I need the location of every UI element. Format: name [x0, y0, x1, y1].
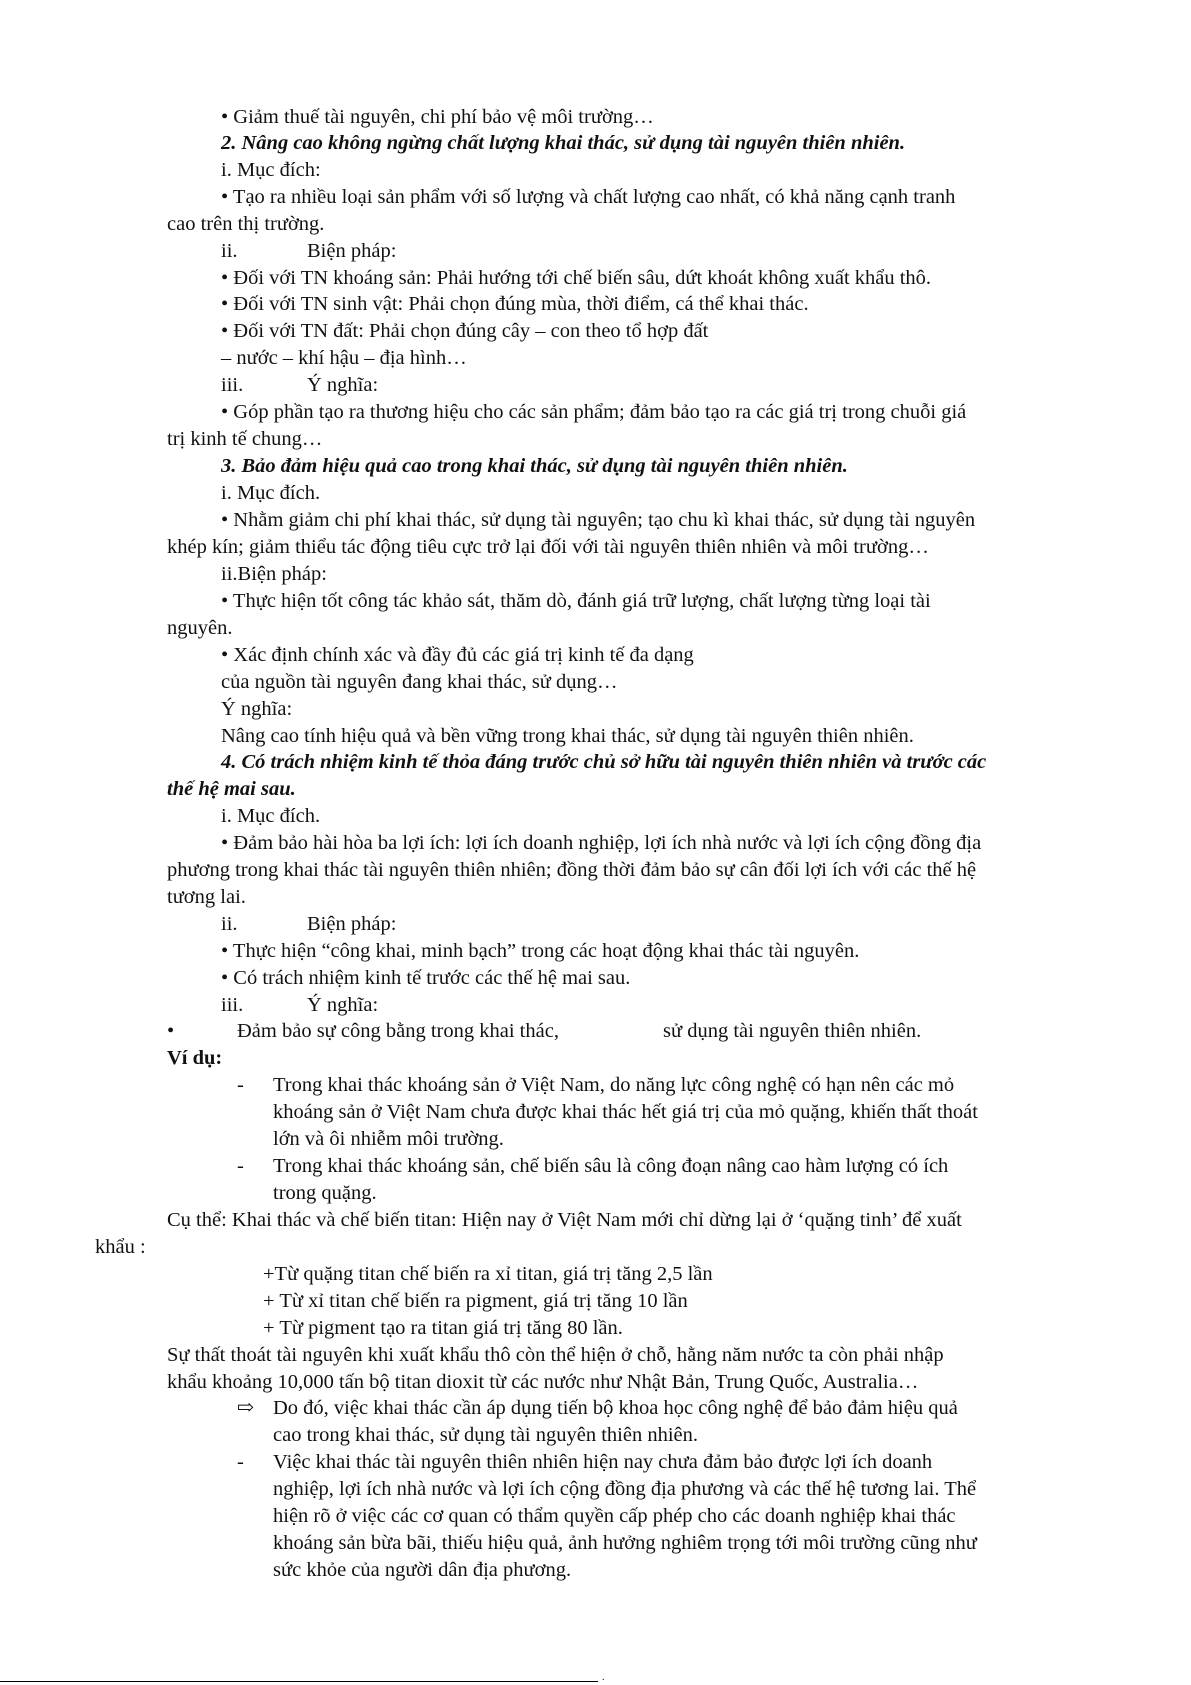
roman-numeral: iii.	[221, 374, 244, 396]
list-item: Trong khai thác khoáng sản ở Việt Nam, do năng lực công nghệ có hạn nên các mỏ	[273, 1074, 955, 1096]
section-heading-4-cont: thế hệ mai sau.	[167, 778, 296, 800]
bullet-line: • Đối với TN đất: Phải chọn đúng cây – con theo tổ hợp đất	[221, 320, 709, 342]
dash-marker: -	[237, 1074, 244, 1096]
footer-rule	[0, 1681, 598, 1682]
example-heading: Ví dụ:	[167, 1047, 223, 1069]
text-line: phương trong khai thác tài nguyên thiên nhiên; đồng thời đảm bảo sự cân đối lợi ích với các thế hệ	[167, 859, 977, 881]
dash-marker: -	[237, 1155, 244, 1177]
list-item-cont: lớn và ôi nhiễm môi trường.	[273, 1128, 504, 1150]
list-item-cont: sức khỏe của người dân địa phương.	[273, 1559, 572, 1581]
section-heading-4: 4. Có trách nhiệm kinh tế thỏa đáng trước chủ sở hữu tài nguyên thiên nhiên và trước các	[221, 751, 987, 773]
text-line: sử dụng tài nguyên thiên nhiên.	[663, 1020, 922, 1042]
list-item: Việc khai thác tài nguyên thiên nhiên hiện nay chưa đảm bảo được lợi ích doanh	[273, 1451, 933, 1473]
text-line: khẩu :	[95, 1236, 146, 1258]
text-line: trị kinh tế chung…	[167, 428, 323, 450]
text-line: Nâng cao tính hiệu quả và bền vững trong khai thác, sử dụng tài nguyên thiên nhiên.	[221, 725, 914, 747]
bullet-line: • Thực hiện “công khai, minh bạch” trong các hoạt động khai thác tài nguyên.	[221, 940, 860, 962]
subheading-meaning: Ý nghĩa:	[307, 374, 379, 396]
footer-dot: .	[602, 1672, 605, 1683]
text-line: cao trên thị trường.	[167, 213, 325, 235]
subheading-purpose: i. Mục đích:	[221, 159, 321, 181]
list-item: Do đó, việc khai thác cần áp dụng tiến bộ khoa học công nghệ để bảo đảm hiệu quả	[273, 1397, 958, 1419]
text-line: Cụ thể: Khai thác và chế biến titan: Hiện nay ở Việt Nam mới chỉ dừng lại ở ‘quặng tinh’ để xuất	[167, 1209, 962, 1231]
bullet-line: • Tạo ra nhiều loại sản phẩm với số lượng và chất lượng cao nhất, có khả năng cạnh tranh	[221, 186, 956, 208]
arrow-icon: ⇨	[237, 1397, 255, 1419]
text-line: khẩu khoảng 10,000 tấn bộ titan dioxit từ các nước như Nhật Bản, Trung Quốc, Australia…	[167, 1371, 919, 1393]
bullet-line: • Đảm bảo hài hòa ba lợi ích: lợi ích doanh nghiệp, lợi ích nhà nước và lợi ích cộng đồng địa	[221, 832, 982, 854]
subheading-purpose: i. Mục đích.	[221, 482, 321, 504]
bullet-marker: •	[167, 1020, 175, 1042]
text-line: nguyên.	[167, 617, 233, 639]
subheading-purpose: i. Mục đích.	[221, 805, 321, 827]
bullet-line: • Nhằm giảm chi phí khai thác, sử dụng tài nguyên; tạo chu kì khai thác, sử dụng tài nguyên	[221, 509, 976, 531]
list-item-cont: khoáng sản bừa bãi, thiếu hiệu quả, ảnh hưởng nghiêm trọng tới môi trường cũng như	[273, 1532, 977, 1554]
subheading-measures: Biện pháp:	[307, 240, 397, 262]
subheading-meaning: Ý nghĩa:	[307, 994, 379, 1016]
text-line: Đảm bảo sự công bằng trong khai thác,	[237, 1020, 559, 1042]
bullet-line: • Có trách nhiệm kinh tế trước các thế hệ mai sau.	[221, 967, 631, 989]
list-item-cont: khoáng sản ở Việt Nam chưa được khai thác hết giá trị của mỏ quặng, khiến thất thoát	[273, 1101, 978, 1123]
text-line: khép kín; giảm thiểu tác động tiêu cực trở lại đối với tài nguyên thiên nhiên và môi trường…	[167, 536, 929, 558]
bullet-line: • Giảm thuế tài nguyên, chi phí bảo vệ môi trường…	[221, 106, 654, 128]
roman-numeral: iii.	[221, 994, 244, 1016]
value-line: +Từ quặng titan chế biến ra xỉ titan, giá trị tăng 2,5 lần	[263, 1263, 713, 1285]
roman-numeral: ii.	[221, 913, 238, 935]
text-line: của nguồn tài nguyên đang khai thác, sử dụng…	[221, 671, 618, 693]
list-item-cont: nghiệp, lợi ích nhà nước và lợi ích cộng đồng địa phương và các thế hệ tương lai. Thể	[273, 1478, 977, 1500]
section-heading-3: 3. Bảo đảm hiệu quả cao trong khai thác, sử dụng tài nguyên thiên nhiên.	[221, 455, 848, 477]
bullet-line: • Xác định chính xác và đầy đủ các giá trị kinh tế đa dạng	[221, 644, 694, 666]
text-line: tương lai.	[167, 886, 246, 908]
list-item: Trong khai thác khoáng sản, chế biến sâu là công đoạn nâng cao hàm lượng có ích	[273, 1155, 949, 1177]
list-item-cont: cao trong khai thác, sử dụng tài nguyên thiên nhiên.	[273, 1424, 698, 1446]
bullet-line: • Đối với TN khoáng sản: Phải hướng tới chế biến sâu, dứt khoát không xuất khẩu thô.	[221, 267, 932, 289]
bullet-line: • Đối với TN sinh vật: Phải chọn đúng mùa, thời điểm, cá thể khai thác.	[221, 293, 809, 315]
subheading-meaning: Ý nghĩa:	[221, 698, 293, 720]
value-line: + Từ xỉ titan chế biến ra pigment, giá trị tăng 10 lần	[263, 1290, 688, 1312]
text-line: – nước – khí hậu – địa hình…	[221, 347, 467, 369]
bullet-line: • Thực hiện tốt công tác khảo sát, thăm dò, đánh giá trữ lượng, chất lượng từng loại tài	[221, 590, 931, 612]
subheading-measures: Biện pháp:	[307, 913, 397, 935]
text-line: Sự thất thoát tài nguyên khi xuất khẩu thô còn thể hiện ở chỗ, hằng năm nước ta còn phải nhập	[167, 1344, 944, 1366]
dash-marker: -	[237, 1451, 244, 1473]
list-item-cont: trong quặng.	[273, 1182, 377, 1204]
bullet-line: • Góp phần tạo ra thương hiệu cho các sản phẩm; đảm bảo tạo ra các giá trị trong chuỗi giá	[221, 401, 967, 423]
section-heading-2: 2. Nâng cao không ngừng chất lượng khai thác, sử dụng tài nguyên thiên nhiên.	[221, 132, 906, 154]
roman-numeral: ii.	[221, 240, 238, 262]
list-item-cont: hiện rõ ở việc các cơ quan có thẩm quyền cấp phép cho các doanh nghiệp khai thác	[273, 1505, 956, 1527]
subheading-measures: ii.Biện pháp:	[221, 563, 327, 585]
value-line: + Từ pigment tạo ra titan giá trị tăng 80 lần.	[263, 1317, 623, 1339]
